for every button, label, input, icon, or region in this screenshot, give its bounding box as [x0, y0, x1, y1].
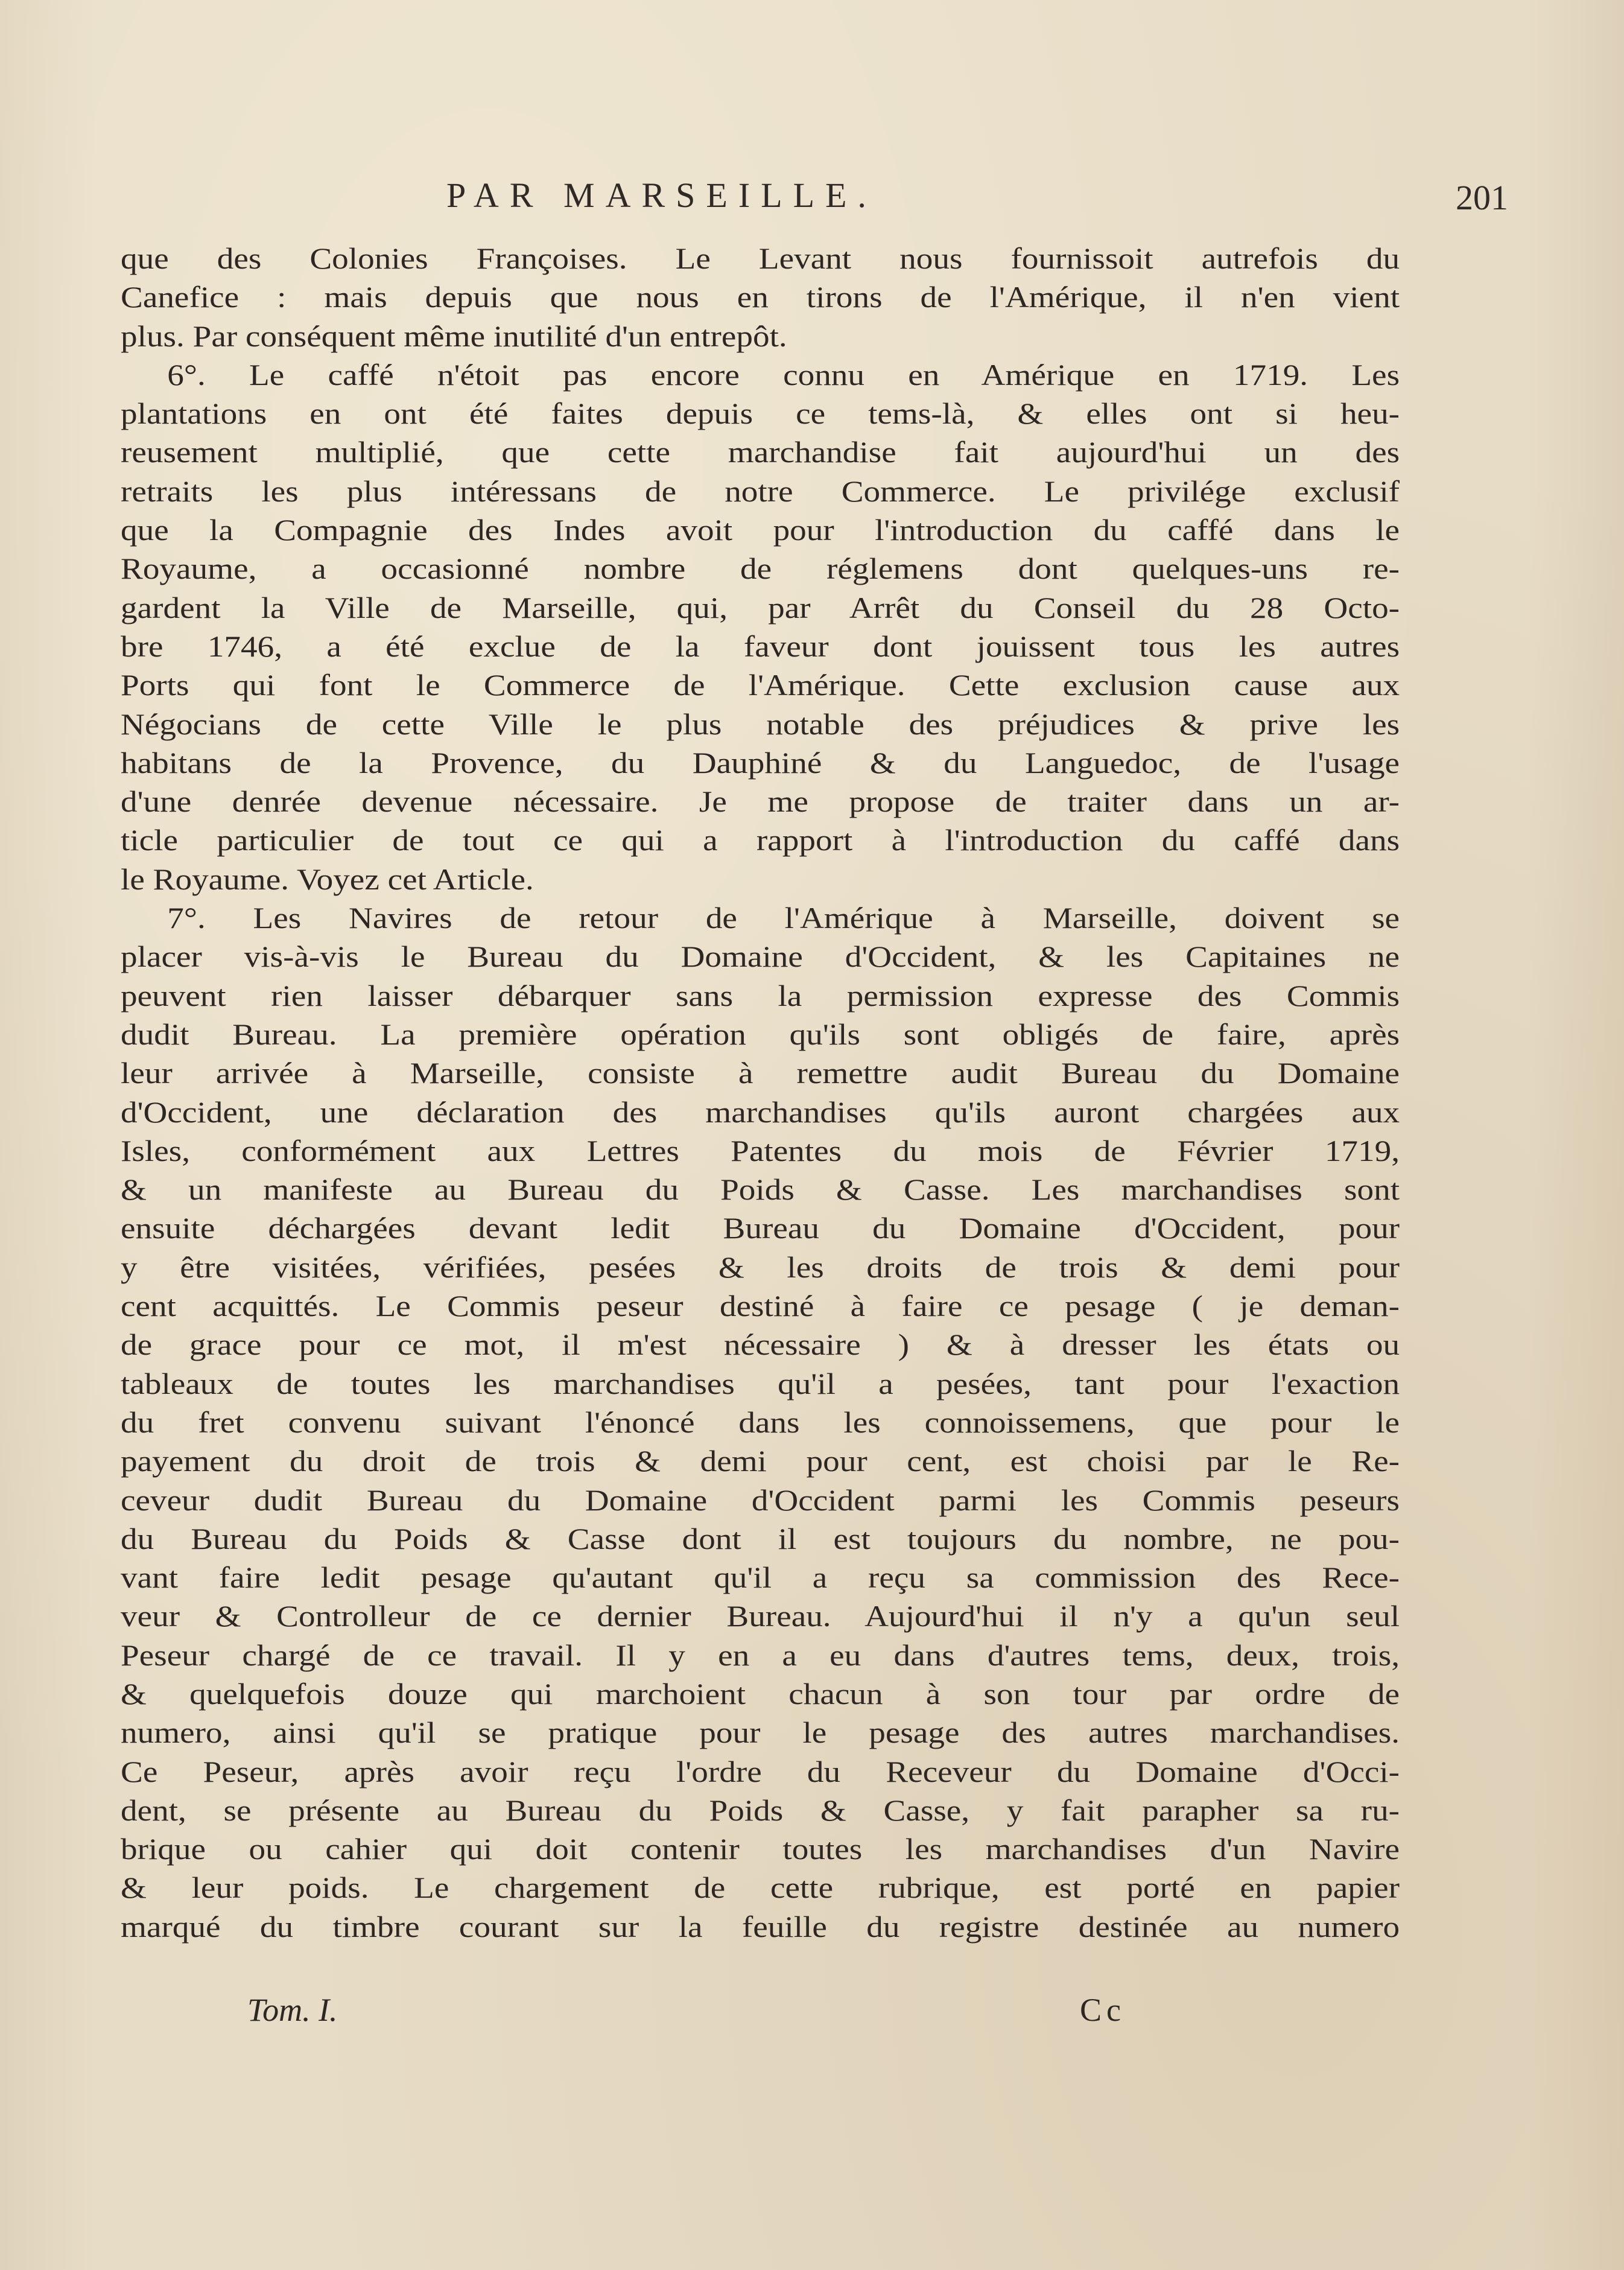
- text-line: du fret convenu suivant l'énoncé dans les connoissemens, que pour le: [121, 1405, 1400, 1439]
- page-footer: [121, 1991, 1267, 2040]
- text-line: Ports qui font le Commerce de l'Amérique. Cette exclusion cause aux: [121, 668, 1400, 702]
- text-line: 6°. Le caffé n'étoit pas encore connu en Amérique en 1719. Les: [167, 357, 1400, 392]
- text-line: Peseur chargé de ce travail. Il y en a eu dans d'autres tems, deux, trois,: [121, 1638, 1400, 1672]
- text-line: Canefice : mais depuis que nous en tirons de l'Amérique, il n'en vient: [121, 280, 1400, 314]
- text-line: plus. Par conséquent même inutilité d'un entrepôt.: [121, 319, 787, 353]
- page-number: 201: [1456, 178, 1508, 217]
- text-line: ticle particulier de tout ce qui a rapport à l'introduction du caffé dans: [121, 823, 1400, 857]
- text-line: placer vis-à-vis le Bureau du Domaine d'Occident, & les Capitaines ne: [121, 939, 1400, 974]
- volume-mark: Tom. I.: [247, 1992, 338, 2028]
- text-line: dudit Bureau. La première opération qu'ils sont obligés de faire, après: [121, 1017, 1400, 1051]
- text-line: leur arrivée à Marseille, consiste à remettre audit Bureau du Domaine: [121, 1056, 1400, 1090]
- text-line: cent acquittés. Le Commis peseur destiné à faire ce pesage ( je deman-: [121, 1289, 1400, 1323]
- text-line: ceveur dudit Bureau du Domaine d'Occident parmi les Commis peseurs: [121, 1483, 1400, 1517]
- text-line: de grace pour ce mot, il m'est nécessaire ) & à dresser les états ou: [121, 1327, 1400, 1362]
- signature-mark: Cc: [1080, 1992, 1126, 2028]
- text-line: retraits les plus intéressans de notre Commerce. Le privilége exclusif: [121, 474, 1400, 508]
- text-line: habitans de la Provence, du Dauphiné & du Languedoc, de l'usage: [121, 745, 1400, 780]
- text-line: d'Occident, une déclaration des marchandises qu'ils auront chargées aux: [121, 1095, 1400, 1129]
- text-line: y être visitées, vérifiées, pesées & les droits de trois & demi pour: [121, 1250, 1400, 1284]
- text-line: bre 1746, a été exclue de la faveur dont jouissent tous les autres: [121, 629, 1400, 663]
- text-line: Négocians de cette Ville le plus notable des préjudices & prive les: [121, 707, 1400, 741]
- text-line: ensuite déchargées devant ledit Bureau du Domaine d'Occident, pour: [121, 1211, 1400, 1245]
- text-line: & quelquefois douze qui marchoient chacun à son tour par ordre de: [121, 1676, 1400, 1711]
- page-header: [121, 175, 1508, 223]
- text-line: le Royaume. Voyez cet Article.: [121, 862, 534, 896]
- text-line: reusement multiplié, que cette marchandise fait aujourd'hui un des: [121, 435, 1400, 469]
- text-line: marqué du timbre courant sur la feuille du registre destinée au numero: [121, 1909, 1400, 1944]
- text-line: Isles, conformément aux Lettres Patentes du mois de Février 1719,: [121, 1133, 1400, 1168]
- text-line: Ce Peseur, après avoir reçu l'ordre du Receveur du Domaine d'Occi-: [121, 1754, 1400, 1788]
- body-text: [121, 239, 1400, 1946]
- text-line: d'une denrée devenue nécessaire. Je me propose de traiter dans un ar-: [121, 784, 1400, 819]
- text-line: que des Colonies Françoises. Le Levant nous fournissoit autrefois du: [121, 241, 1400, 275]
- text-line: gardent la Ville de Marseille, qui, par Arrêt du Conseil du 28 Octo-: [121, 590, 1400, 625]
- text-line: numero, ainsi qu'il se pratique pour le pesage des autres marchandises.: [121, 1715, 1400, 1750]
- running-head: PAR MARSEILLE.: [446, 176, 877, 215]
- text-line: dent, se présente au Bureau du Poids & Casse, y fait parapher sa ru-: [121, 1793, 1400, 1827]
- text-line: peuvent rien laisser débarquer sans la permission expresse des Commis: [121, 978, 1400, 1013]
- text-line: que la Compagnie des Indes avoit pour l'introduction du caffé dans le: [121, 513, 1400, 547]
- text-line: payement du droit de trois & demi pour cent, est choisi par le Re-: [121, 1444, 1400, 1478]
- text-line: tableaux de toutes les marchandises qu'il a pesées, tant pour l'exaction: [121, 1366, 1400, 1400]
- text-line: Royaume, a occasionné nombre de réglemens dont quelques-uns re-: [121, 552, 1400, 586]
- text-line: du Bureau du Poids & Casse dont il est toujours du nombre, ne pou-: [121, 1521, 1400, 1556]
- text-line: veur & Controlleur de ce dernier Bureau. Aujourd'hui il n'y a qu'un seul: [121, 1599, 1400, 1633]
- text-line: plantations en ont été faites depuis ce tems-là, & elles ont si heu-: [121, 396, 1400, 431]
- text-line: vant faire ledit pesage qu'autant qu'il a reçu sa commission des Rece-: [121, 1560, 1400, 1595]
- text-line: & leur poids. Le chargement de cette rubrique, est porté en papier: [121, 1871, 1400, 1905]
- text-line: brique ou cahier qui doit contenir toutes les marchandises d'un Navire: [121, 1832, 1400, 1866]
- text-line: 7°. Les Navires de retour de l'Amérique à Marseille, doivent se: [167, 901, 1400, 935]
- text-line: & un manifeste au Bureau du Poids & Casse. Les marchandises sont: [121, 1172, 1400, 1207]
